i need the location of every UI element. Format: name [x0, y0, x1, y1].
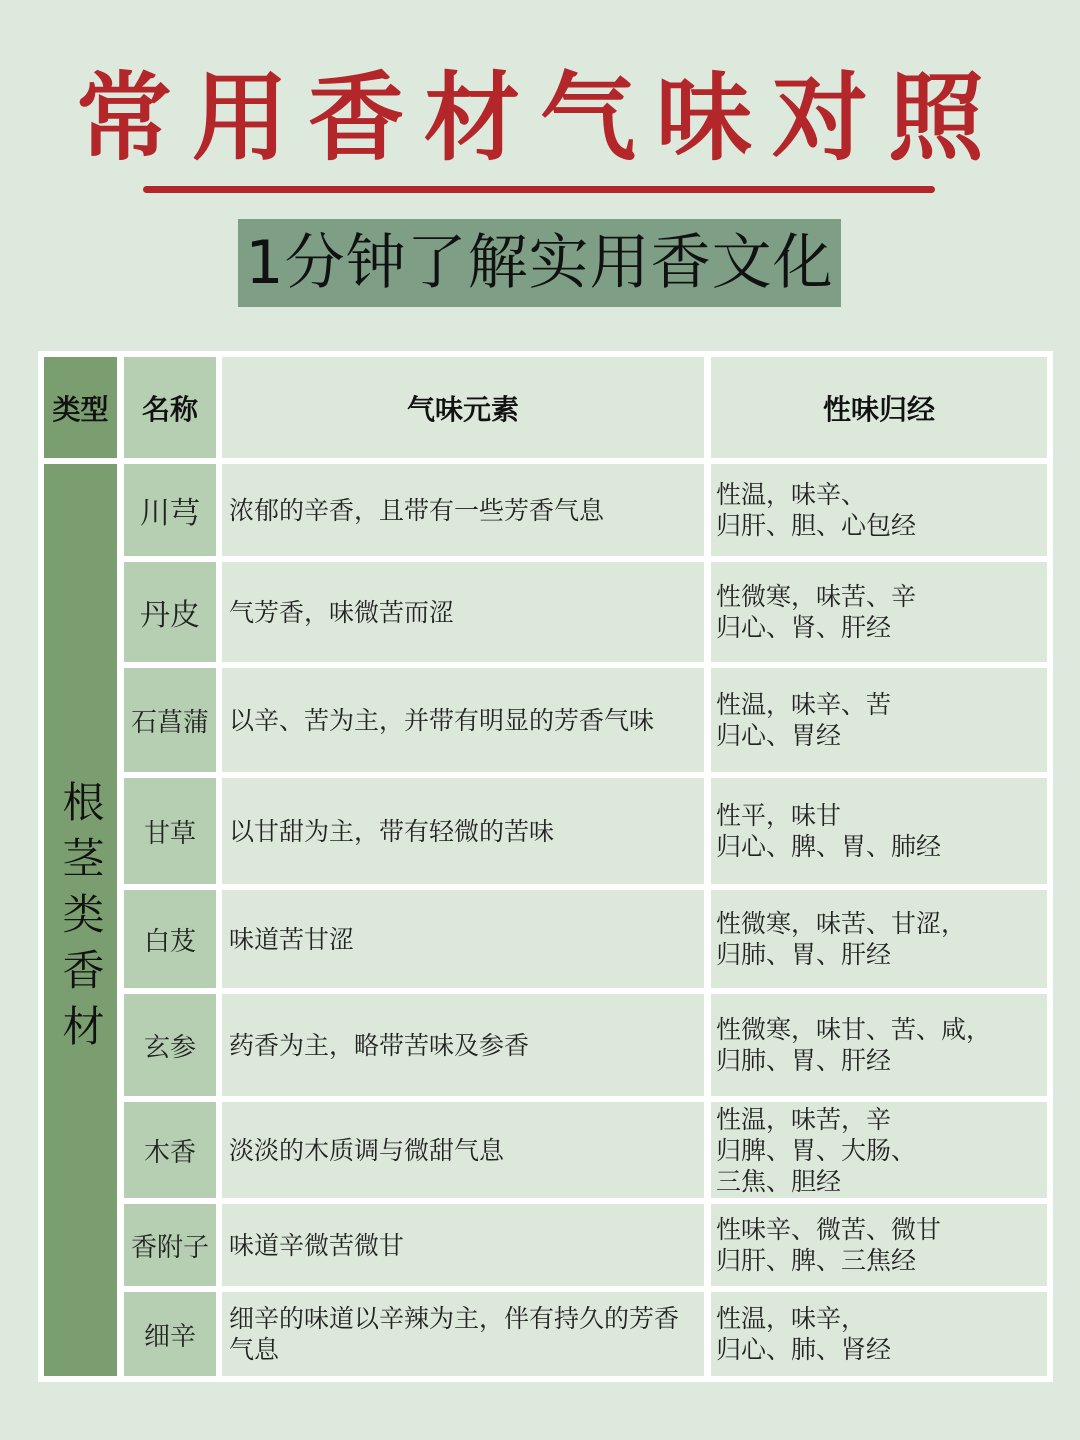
- herb-name: 玄参: [124, 994, 216, 1096]
- herb-nature: 性温，味辛， 归心、肺、肾经: [711, 1292, 1047, 1376]
- herb-table: [38, 351, 1053, 1382]
- herb-nature: 性平，味甘 归心、脾、胃、肺经: [711, 778, 1047, 884]
- herb-smell: 以辛、苦为主，并带有明显的芳香气味: [222, 668, 704, 772]
- header-type: 类型: [44, 357, 117, 458]
- herb-smell: 气芳香，味微苦而涩: [222, 562, 704, 662]
- herb-smell: 味道辛微苦微甘: [222, 1204, 704, 1286]
- page-title: 常用香材气味对照: [76, 61, 1004, 174]
- title-underline: [143, 186, 935, 193]
- herb-nature: 性味辛、微苦、微甘 归肝、脾、三焦经: [711, 1204, 1047, 1286]
- herb-smell: 以甘甜为主，带有轻微的苦味: [222, 778, 704, 884]
- herb-name: 丹皮: [124, 562, 216, 662]
- herb-smell: 细辛的味道以辛辣为主，伴有持久的芳香气息: [222, 1292, 704, 1376]
- herb-name: 细辛: [124, 1292, 216, 1376]
- category-label: 根茎类香材: [56, 780, 106, 1060]
- herb-smell: 浓郁的辛香，且带有一些芳香气息: [222, 464, 704, 556]
- herb-nature: 性温，味辛、 归肝、胆、心包经: [711, 464, 1047, 556]
- herb-name: 香附子: [124, 1204, 216, 1286]
- herb-name: 白芨: [124, 890, 216, 988]
- herb-name: 木香: [124, 1102, 216, 1198]
- header-smell: 气味元素: [222, 357, 704, 458]
- header-name: 名称: [124, 357, 216, 458]
- herb-name: 石菖蒲: [124, 668, 216, 772]
- herb-nature: 性微寒，味苦、辛 归心、肾、肝经: [711, 562, 1047, 662]
- herb-nature: 性微寒，味苦、甘涩， 归肺、胃、肝经: [711, 890, 1047, 988]
- subtitle-banner: 1分钟了解实用香文化: [238, 219, 841, 307]
- herb-nature: 性温，味苦，辛 归脾、胃、大肠、 三焦、胆经: [711, 1102, 1047, 1198]
- category-cell: [44, 464, 117, 1376]
- herb-smell: 味道苦甘涩: [222, 890, 704, 988]
- herb-name: 甘草: [124, 778, 216, 884]
- herb-smell: 淡淡的木质调与微甜气息: [222, 1102, 704, 1198]
- header-nature: 性味归经: [711, 357, 1047, 458]
- herb-nature: 性微寒，味甘、苦、咸， 归肺、胃、肝经: [711, 994, 1047, 1096]
- herb-nature: 性温，味辛、苦 归心、胃经: [711, 668, 1047, 772]
- herb-name: 川芎: [124, 464, 216, 556]
- herb-smell: 药香为主，略带苦味及参香: [222, 994, 704, 1096]
